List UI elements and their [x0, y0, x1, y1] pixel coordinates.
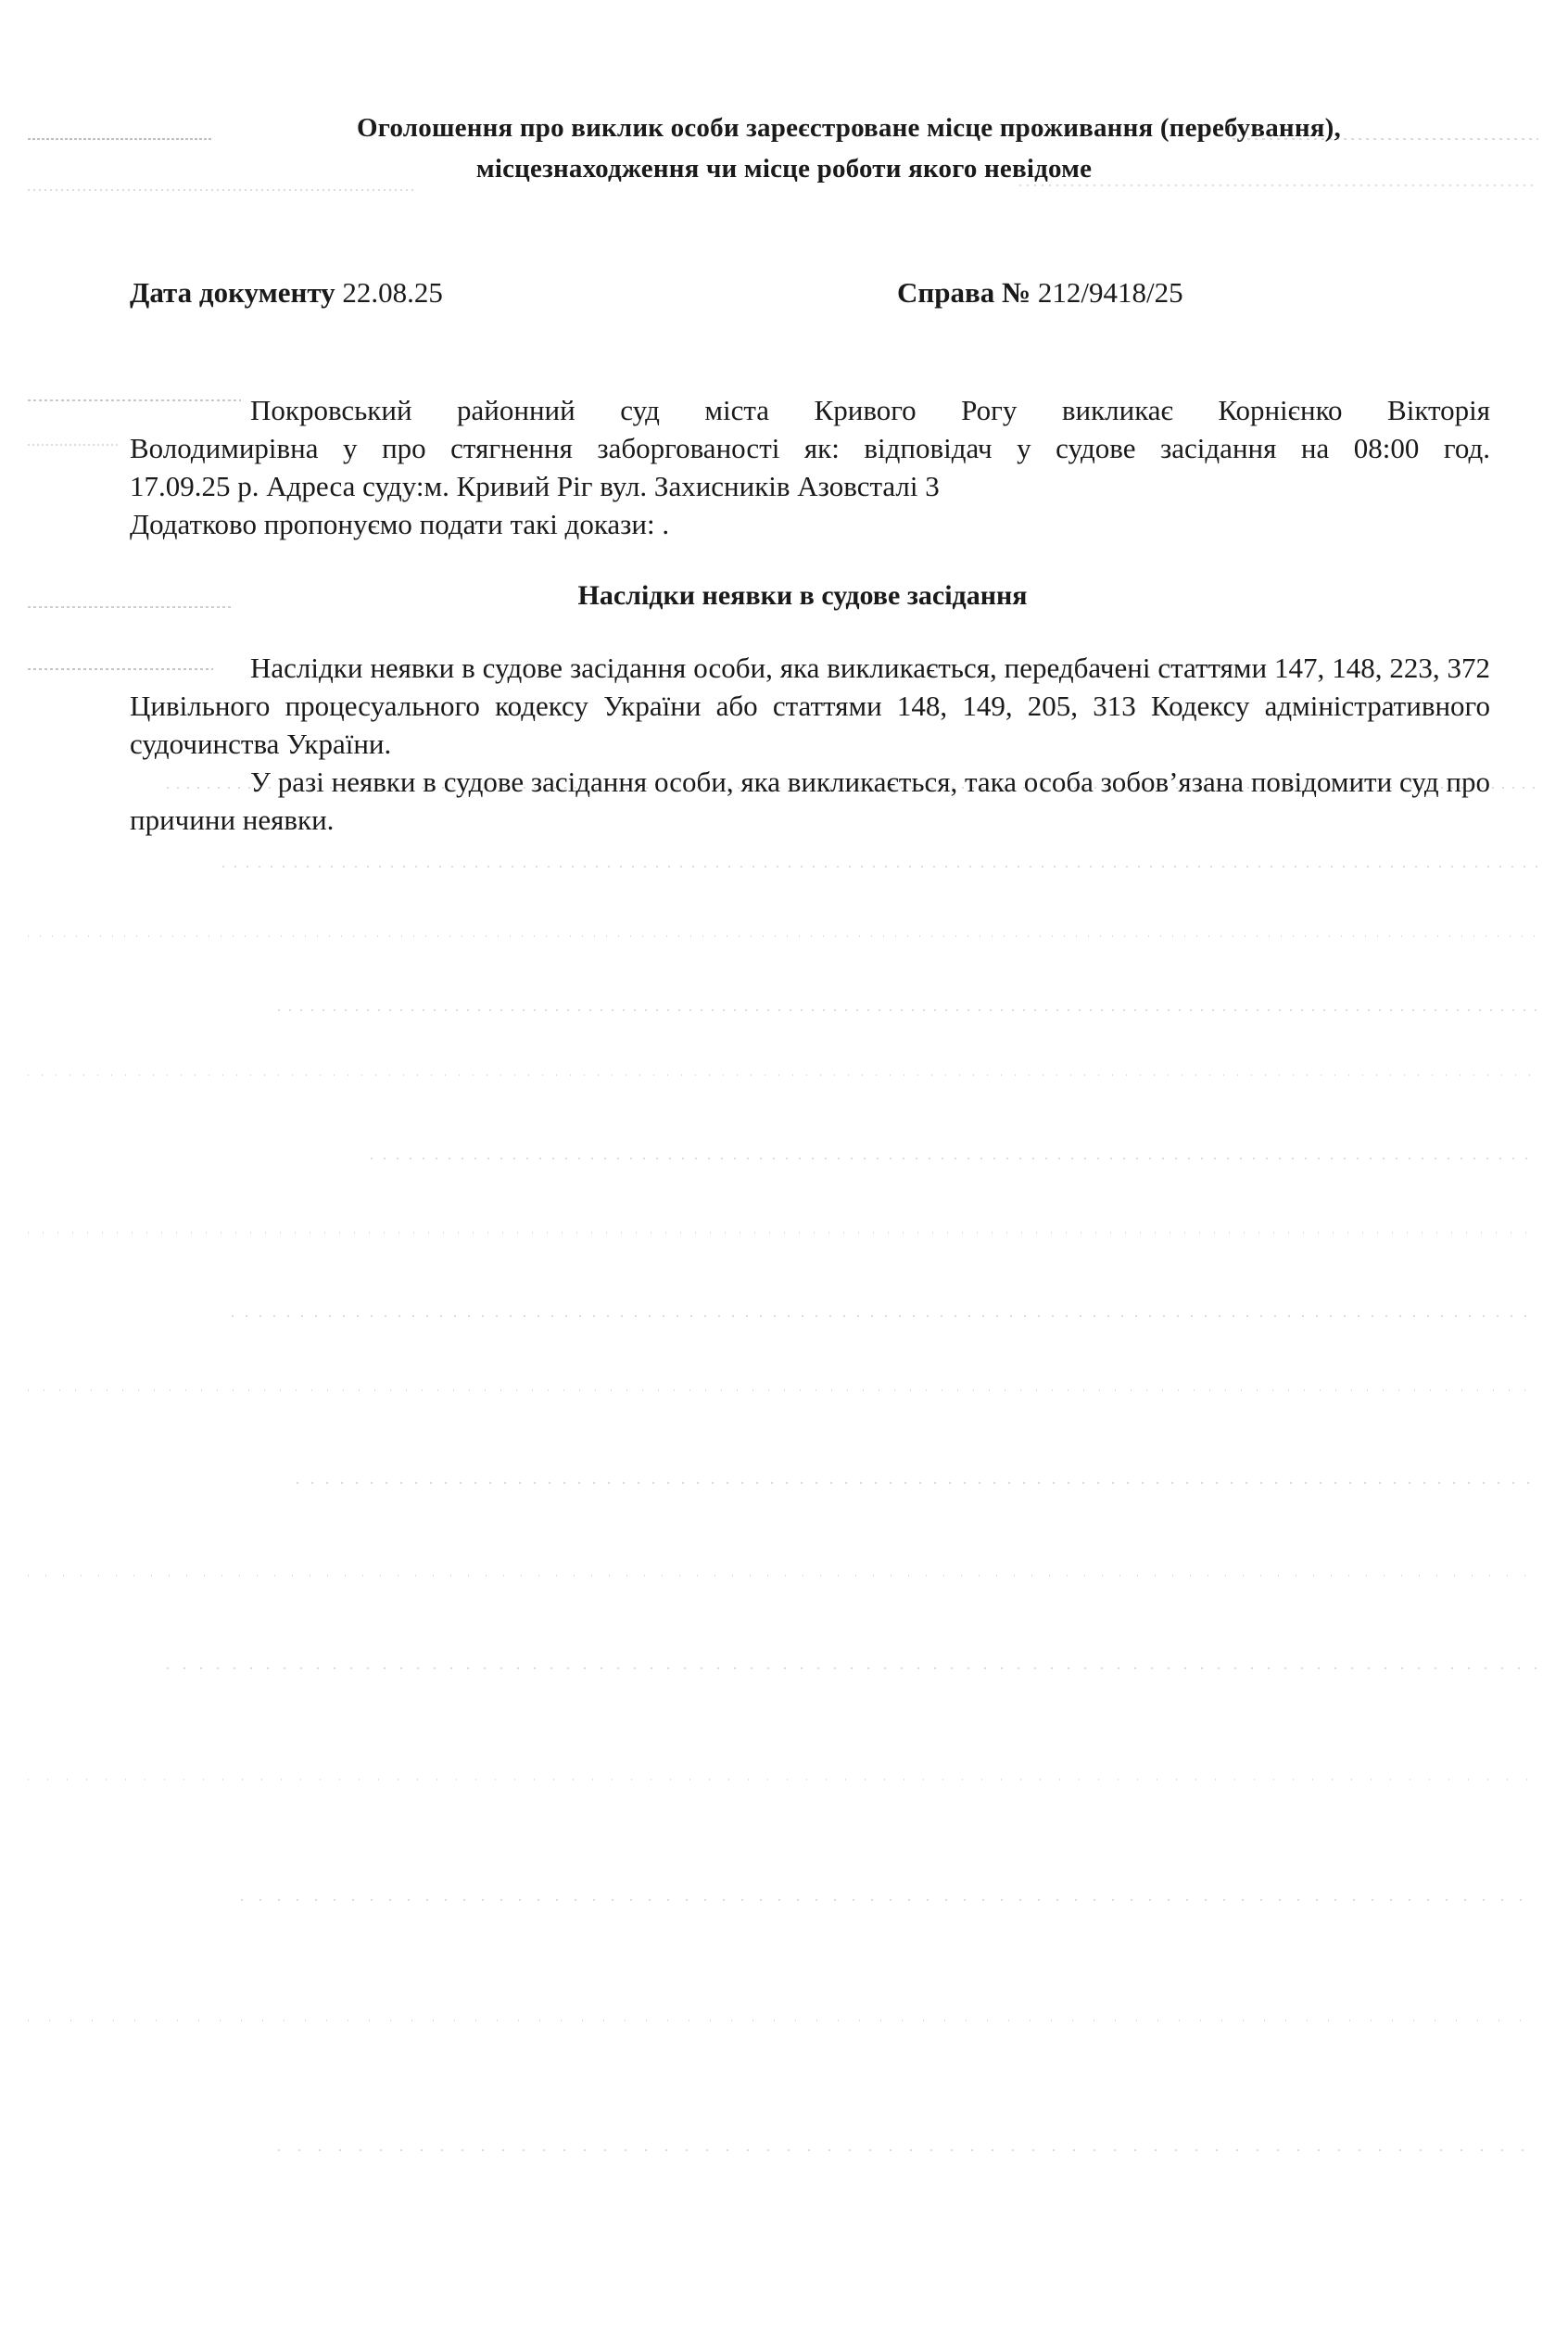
section-heading: Наслідки неявки в судове засідання — [577, 580, 1028, 611]
case-label: Справа № — [897, 276, 1031, 309]
document-date — [130, 276, 443, 310]
evidence-line: Додатково пропонуємо подати такі докази: . — [130, 508, 670, 540]
notice-line-2: Володимирівна у про стягнення заборгованості як: відповідач у судове засідання на 08:00 год. — [130, 432, 1490, 464]
consequences-paragraph-2: У разі неявки в судове засідання особи, яка викликається, така особа зобов’язана повідомити суд про причини неявки. — [130, 766, 1490, 836]
case-value: 212/9418/25 — [1037, 276, 1183, 309]
summons-notice — [130, 391, 1490, 543]
document-title-line-2: місцезнаходження чи місце роботи якого невідоме — [475, 154, 1093, 184]
notice-line-1: Покровський районний суд міста Кривого Рогу викликає Корнієнко Вікторія — [250, 394, 1490, 426]
consequences-paragraph-1: Наслідки неявки в судове засідання особи, яка викликається, передбачені статтями 147, 148, 223, 372 Цивільного процесуального кодексу України або статтями 148, 149, 205, 313 Кодексу адміністративного судочинства України. — [130, 652, 1490, 760]
date-label: Дата документу — [130, 276, 335, 309]
case-number — [897, 276, 1183, 310]
date-value: 22.08.25 — [342, 276, 443, 309]
consequences-section — [130, 649, 1490, 839]
document-title-line-1: Оголошення про виклик особи зареєстроване місце проживання (перебування), — [357, 113, 1341, 143]
notice-line-3: 17.09.25 р. Адреса суду:м. Кривий Ріг вул. Захисників Азовсталі 3 — [130, 470, 940, 502]
